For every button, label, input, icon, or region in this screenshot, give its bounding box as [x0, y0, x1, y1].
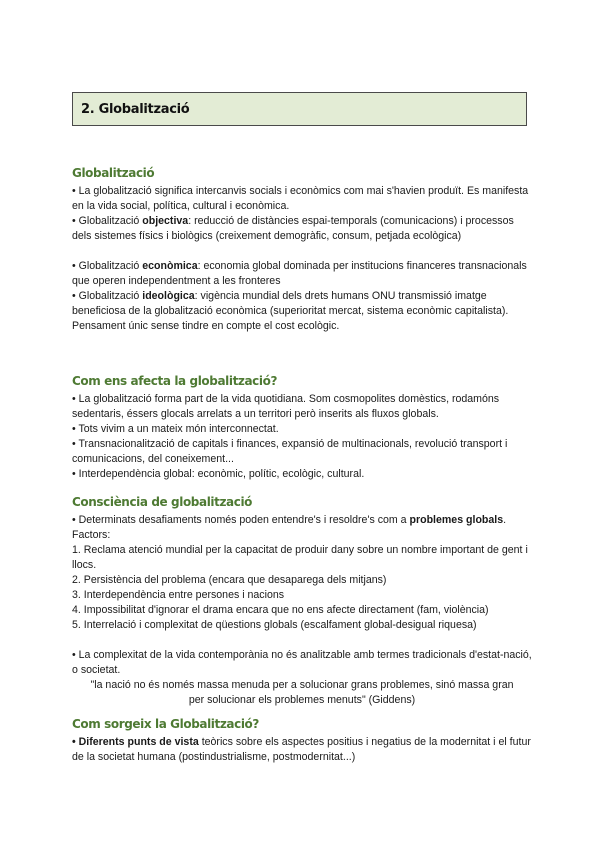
text: • Determinats desafiaments només poden entendre's i resoldre's com a — [72, 514, 410, 526]
text: teòrics sobre els aspectes positius i negatius de la modernitat i el futur de la societat humana (postindustrialisme, postmodernitat...) — [72, 736, 531, 763]
section-heading: Globalització — [72, 166, 155, 180]
section-globalitzacio — [72, 165, 532, 334]
bold-term: objectiva — [142, 215, 189, 227]
quote-line: "la nació no és només massa menuda per a solucionar grans problemes, sinó massa gran — [90, 679, 514, 691]
list-item: 2. Persistència del problema (encara que desaparega dels mitjans) — [72, 574, 387, 586]
section-com-sorgeix — [72, 716, 532, 765]
list-item: 4. Impossibilitat d'ignorar el drama encara que no ens afecte directament (fam, violència) — [72, 604, 489, 616]
paragraph — [72, 259, 532, 289]
text: : vigència mundial dels drets humans ONU transmissió imatge beneficiosa de la globalització econòmica (superioritat mercat, sistema econòmic capitalista). Pensament únic sense tindre en compte el cost ecològic. — [72, 290, 509, 332]
text: • Globalització — [72, 290, 143, 302]
list-item: 1. Reclama atenció mundial per la capacitat de produir dany sobre un nombre important de gent i llocs. — [72, 544, 528, 571]
paragraph — [72, 735, 532, 765]
chapter-header — [72, 92, 527, 126]
bold-term: • Diferents punts de vista — [72, 736, 199, 748]
paragraph: • Tots vivim a un mateix món interconnectat. — [72, 423, 279, 435]
paragraph — [72, 289, 532, 334]
text: . Factors: — [72, 514, 507, 541]
text: : economia global dominada per institucions financeres transnacionals que operen independentment a les fronteres — [72, 260, 527, 287]
paragraph: • La globalització forma part de la vida quotidiana. Som cosmopolites domèstics, rodamóns sedentaris, éssers glocals arrelats a un territori però inserits als fluxos globals. — [72, 393, 500, 420]
quote-line: per solucionar els problemes menuts" (Giddens) — [188, 694, 416, 706]
bold-term: problemes globals — [409, 514, 504, 526]
paragraph — [72, 214, 532, 244]
paragraph: • La globalització significa intercanvis socials i econòmics com mai s'havien produït. Es manifesta en la vida social, política, cultural i econòmica. — [72, 185, 529, 212]
paragraph: • La complexitat de la vida contemporània no és analitzable amb termes tradicionals d'estat-nació, o societat. — [72, 649, 532, 676]
section-consciencia — [72, 494, 532, 708]
list-item: 5. Interrelació i complexitat de qüestions globals (escalfament global-desigual riquesa) — [72, 619, 477, 631]
section-heading: Consciència de globalització — [72, 495, 253, 509]
text: • Globalització — [72, 215, 143, 227]
section-com-ens-afecta — [72, 373, 532, 482]
bold-term: econòmica — [142, 260, 198, 272]
section-heading: Com sorgeix la Globalització? — [72, 717, 259, 731]
section-heading: Com ens afecta la globalització? — [72, 374, 278, 388]
list-item: 3. Interdependència entre persones i nacions — [72, 589, 285, 601]
chapter-title: 2. Globalització — [81, 101, 190, 117]
paragraph — [72, 513, 532, 543]
paragraph: • Interdependència global: econòmic, polític, ecològic, cultural. — [72, 468, 365, 480]
text: : reducció de distàncies espai-temporals (comunicacions) i processos dels sistemes físics i biològics (creixement demogràfic, consum, petjada ecològica) — [72, 215, 514, 242]
text: • Globalització — [72, 260, 143, 272]
bold-term: ideològica — [142, 290, 195, 302]
paragraph: • Transnacionalització de capitals i finances, expansió de multinacionals, revolució transport i comunicacions, del coneixement... — [72, 438, 508, 465]
